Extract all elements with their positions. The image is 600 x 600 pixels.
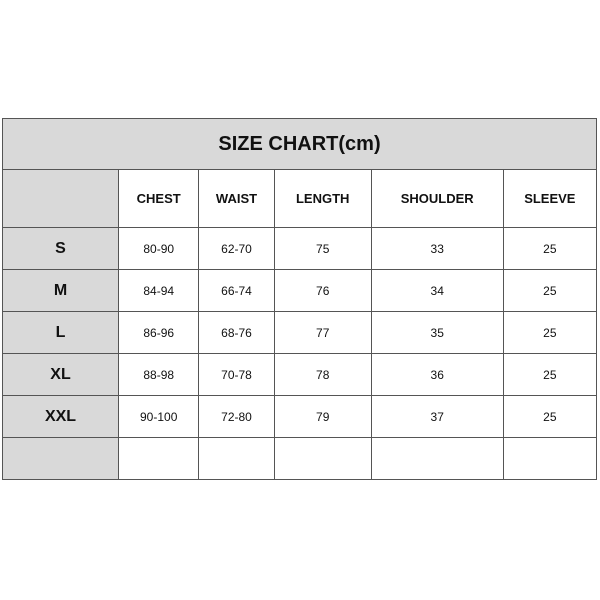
size-label: L [3, 312, 119, 354]
size-label: XXL [3, 396, 119, 438]
chest-value: 90-100 [119, 396, 199, 438]
size-chart-table [2, 118, 597, 480]
column-header-waist: WAIST [199, 170, 274, 228]
chest-value: 86-96 [119, 312, 199, 354]
shoulder-value [371, 438, 503, 480]
sleeve-value: 25 [503, 396, 596, 438]
waist-value: 70-78 [199, 354, 274, 396]
chart-title: SIZE CHART(cm) [3, 119, 597, 170]
length-value: 76 [274, 270, 371, 312]
waist-value [199, 438, 274, 480]
corner-cell [3, 170, 119, 228]
sleeve-value: 25 [503, 312, 596, 354]
length-value: 78 [274, 354, 371, 396]
chest-value: 88-98 [119, 354, 199, 396]
column-header-length: LENGTH [274, 170, 371, 228]
table-row [3, 228, 597, 270]
column-header-chest: CHEST [119, 170, 199, 228]
table-row [3, 354, 597, 396]
shoulder-value: 33 [371, 228, 503, 270]
chest-value: 80-90 [119, 228, 199, 270]
sleeve-value: 25 [503, 354, 596, 396]
chest-value [119, 438, 199, 480]
waist-value: 68-76 [199, 312, 274, 354]
size-label: M [3, 270, 119, 312]
length-value [274, 438, 371, 480]
table-row [3, 270, 597, 312]
table-row-empty [3, 438, 597, 480]
column-header-row [3, 170, 597, 228]
size-label [3, 438, 119, 480]
sleeve-value [503, 438, 596, 480]
column-header-shoulder: SHOULDER [371, 170, 503, 228]
column-header-sleeve: SLEEVE [503, 170, 596, 228]
table-row [3, 312, 597, 354]
size-label: XL [3, 354, 119, 396]
shoulder-value: 36 [371, 354, 503, 396]
shoulder-value: 34 [371, 270, 503, 312]
length-value: 79 [274, 396, 371, 438]
table-row [3, 396, 597, 438]
shoulder-value: 35 [371, 312, 503, 354]
waist-value: 72-80 [199, 396, 274, 438]
sleeve-value: 25 [503, 228, 596, 270]
length-value: 75 [274, 228, 371, 270]
shoulder-value: 37 [371, 396, 503, 438]
waist-value: 62-70 [199, 228, 274, 270]
length-value: 77 [274, 312, 371, 354]
waist-value: 66-74 [199, 270, 274, 312]
size-label: S [3, 228, 119, 270]
chest-value: 84-94 [119, 270, 199, 312]
sleeve-value: 25 [503, 270, 596, 312]
